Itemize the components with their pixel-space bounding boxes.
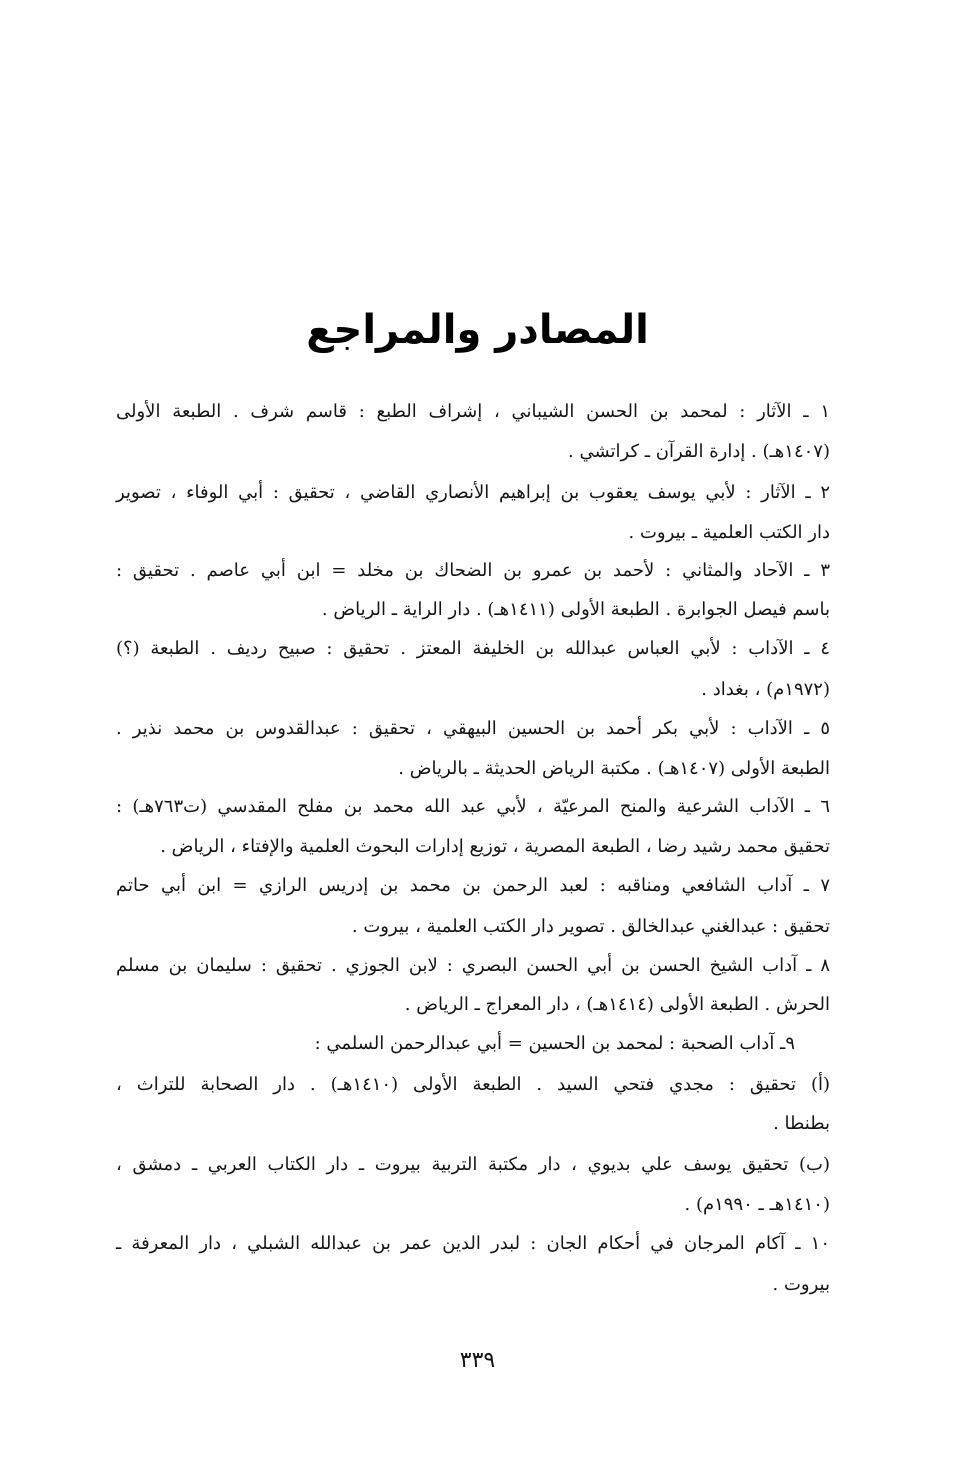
entry-9-sub-a-cont: بطنطا . — [773, 1113, 830, 1134]
entry-1-line-2: (١٤٠٧هـ) . إدارة القرآن ـ كراتشي . — [568, 441, 830, 462]
entry-4-line-2: (١٩٧٢م) ، بغداد . — [701, 679, 830, 700]
entry-3-line-2: باسم فيصل الجوابرة . الطبعة الأولى (١٤١١هـ) . دار الراية ـ الرياض . — [321, 599, 830, 620]
entry-10-line-1: ١٠ ـ آكام المرجان في أحكام الجان : لبدر الدين عمر بن عبدالله الشبلي ، دار المعرفة ـ — [116, 1233, 830, 1254]
page-title: المصادر والمراجع — [306, 307, 649, 353]
entry-9-line-1: ٩ـ آداب الصحبة : لمحمد بن الحسين = أبي عبدالرحمن السلمي : — [314, 1033, 795, 1054]
entry-7-line-1: ٧ ـ آداب الشافعي ومناقبه : لعبد الرحمن بن محمد بن إدريس الرازي = ابن أبي حاتم — [116, 875, 830, 896]
entry-5-line-2: الطبعة الأولى (١٤٠٧هـ) . مكتبة الرياض الحديثة ـ بالرياض . — [398, 758, 830, 779]
entry-7-line-2: تحقيق : عبدالغني عبدالخالق . تصوير دار الكتب العلمية ، بيروت . — [351, 916, 830, 937]
entry-9-sub-a: (أ) تحقيق : مجدي فتحي السيد . الطبعة الأولى (١٤١٠هـ) . دار الصحابة للتراث ، — [116, 1074, 831, 1095]
entry-8-line-2: الحرش . الطبعة الأولى (١٤١٤هـ) ، دار المعراج ـ الرياض . — [404, 994, 830, 1015]
entry-2-line-1: ٢ ـ الآثار : لأبي يوسف يعقوب بن إبراهيم الأنصاري القاضي ، تحقيق : أبي الوفاء ، تصوير — [116, 482, 830, 503]
entry-9-sub-b: (ب) تحقيق يوسف علي بديوي ، دار مكتبة التربية بيروت ـ دار الكتاب العربي ـ دمشق ، — [116, 1154, 830, 1175]
entry-6-line-1: ٦ ـ الآداب الشرعية والمنح المرعيّة ، لأبي عبد الله محمد بن مفلح المقدسي (ت٧٦٣هـ) : — [116, 796, 831, 817]
page-number: ٣٣٩ — [459, 1348, 496, 1373]
entry-3-line-1: ٣ ـ الآحاد والمثاني : لأحمد بن عمرو بن الضحاك بن مخلد = ابن أبي عاصم . تحقيق : — [116, 560, 830, 581]
entry-8-line-1: ٨ ـ آداب الشيخ الحسن بن أبي الحسن البصري : لابن الجوزي . تحقيق : سليمان بن مسلم — [116, 955, 830, 976]
entry-4-line-1: ٤ ـ الآداب : لأبي العباس عبدالله بن الخليفة المعتز . تحقيق : صبيح رديف . الطبعة (؟) — [116, 638, 830, 659]
entry-6-line-2: تحقيق محمد رشيد رضا ، الطبعة المصرية ، توزيع إدارات البحوث العلمية والإفتاء ، الرياض . — [160, 836, 830, 857]
entry-10-line-2: بيروت . — [772, 1274, 830, 1295]
entry-5-line-1: ٥ ـ الآداب : لأبي بكر أحمد بن الحسين البيهقي ، تحقيق : عبدالقدوس بن محمد نذير . — [116, 718, 830, 739]
entry-1-line-1: ١ ـ الآثار : لمحمد بن الحسن الشيباني ، إشراف الطبع : قاسم شرف . الطبعة الأولى — [116, 401, 830, 422]
entry-9-sub-b-cont: (١٤١٠هـ ـ ١٩٩٠م) . — [684, 1194, 830, 1215]
entry-2-line-2: دار الكتب العلمية ـ بيروت . — [628, 522, 830, 543]
